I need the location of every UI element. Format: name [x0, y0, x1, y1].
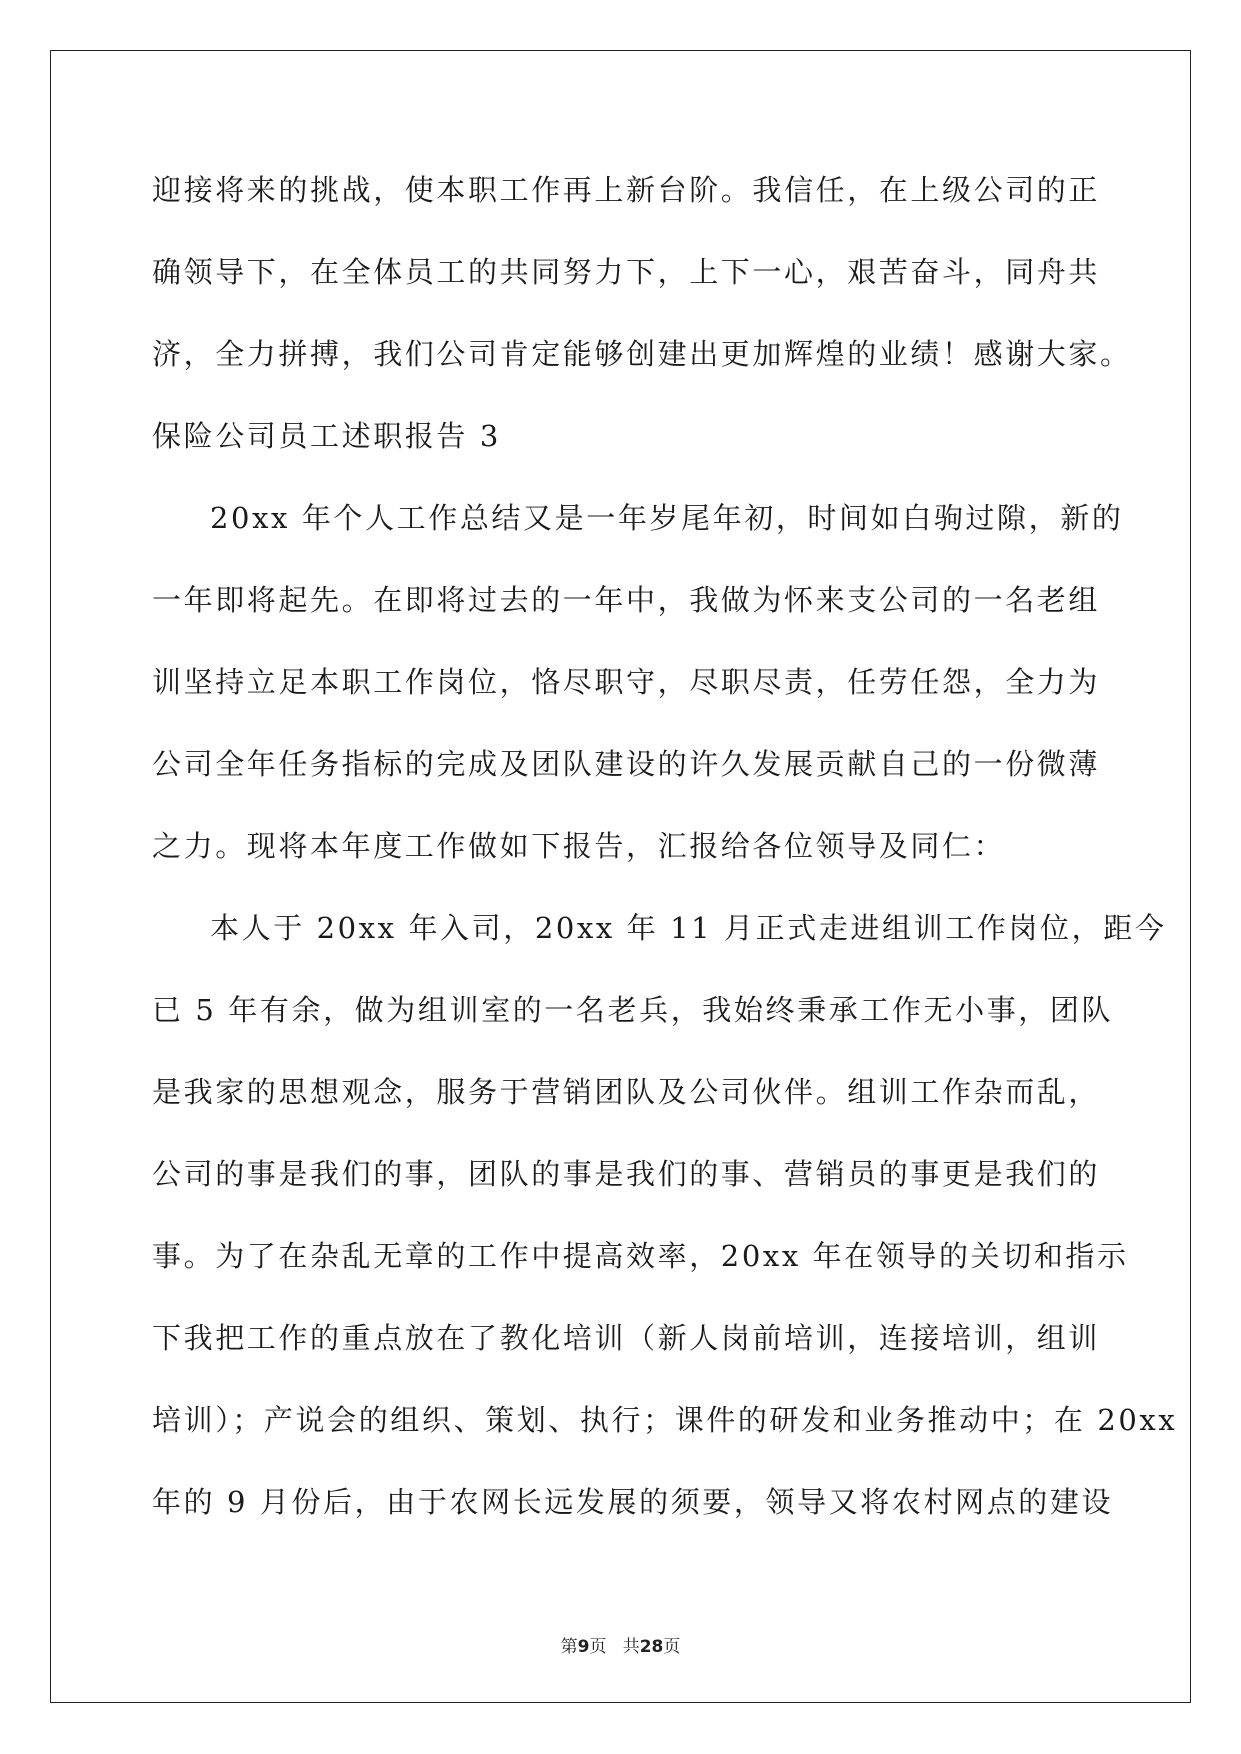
- text-line-10: 本人于 20xx 年入司，20xx 年 11 月正式走进组训工作岗位，距今: [210, 911, 1167, 945]
- text-line-14: 事。为了在杂乱无章的工作中提高效率，20xx 年在领导的关切和指示: [152, 1239, 1129, 1273]
- text-line-17: 年的 9 月份后，由于农网长远发展的须要，领导又将农村网点的建设: [152, 1485, 1114, 1519]
- page-footer: [0, 1632, 1241, 1657]
- text-line-9: 之力。现将本年度工作做如下报告，汇报给各位领导及同仁：: [152, 829, 1006, 863]
- footer-total-suffix: 页: [663, 1637, 681, 1657]
- text-line-2: 确领导下，在全体员工的共同努力下，上下一心，艰苦奋斗，同舟共: [152, 255, 1101, 289]
- footer-total-prefix: 共: [622, 1637, 640, 1657]
- text-line-7: 训坚持立足本职工作岗位，恪尽职守，尽职尽责，任劳任怨，全力为: [152, 665, 1101, 699]
- text-line-1: 迎接将来的挑战，使本职工作再上新台阶。我信任，在上级公司的正: [152, 173, 1101, 207]
- footer-page-suffix: 页: [589, 1637, 607, 1657]
- text-line-15: 下我把工作的重点放在了教化培训（新人岗前培训，连接培训，组训: [152, 1321, 1101, 1355]
- text-line-3: 济，全力拼搏，我们公司肯定能够创建出更加辉煌的业绩！感谢大家。: [152, 337, 1132, 371]
- text-line-13: 公司的事是我们的事，团队的事是我们的事、营销员的事更是我们的: [152, 1157, 1101, 1191]
- text-line-16: 培训）；产说会的组织、策划、执行；课件的研发和业务推动中；在 20xx: [152, 1403, 1178, 1437]
- text-line-11: 已 5 年有余，做为组训室的一名老兵，我始终秉承工作无小事，团队: [152, 993, 1114, 1027]
- page-number: 9: [577, 1637, 590, 1657]
- text-line-8: 公司全年任务指标的完成及团队建设的许久发展贡献自己的一份微薄: [152, 747, 1101, 781]
- footer-spacer: [606, 1637, 622, 1657]
- text-line-6: 一年即将起先。在即将过去的一年中，我做为怀来支公司的一名老组: [152, 583, 1101, 617]
- text-line-12: 是我家的思想观念，服务于营销团队及公司伙伴。组训工作杂而乱，: [152, 1075, 1101, 1109]
- total-pages: 28: [639, 1637, 664, 1657]
- document-body: [152, 164, 1178, 1558]
- footer-prefix: 第: [560, 1637, 578, 1657]
- text-line-5: 20xx 年个人工作总结又是一年岁尾年初，时间如白驹过隙，新的: [210, 501, 1124, 535]
- section-heading: 保险公司员工述职报告 3: [152, 419, 501, 453]
